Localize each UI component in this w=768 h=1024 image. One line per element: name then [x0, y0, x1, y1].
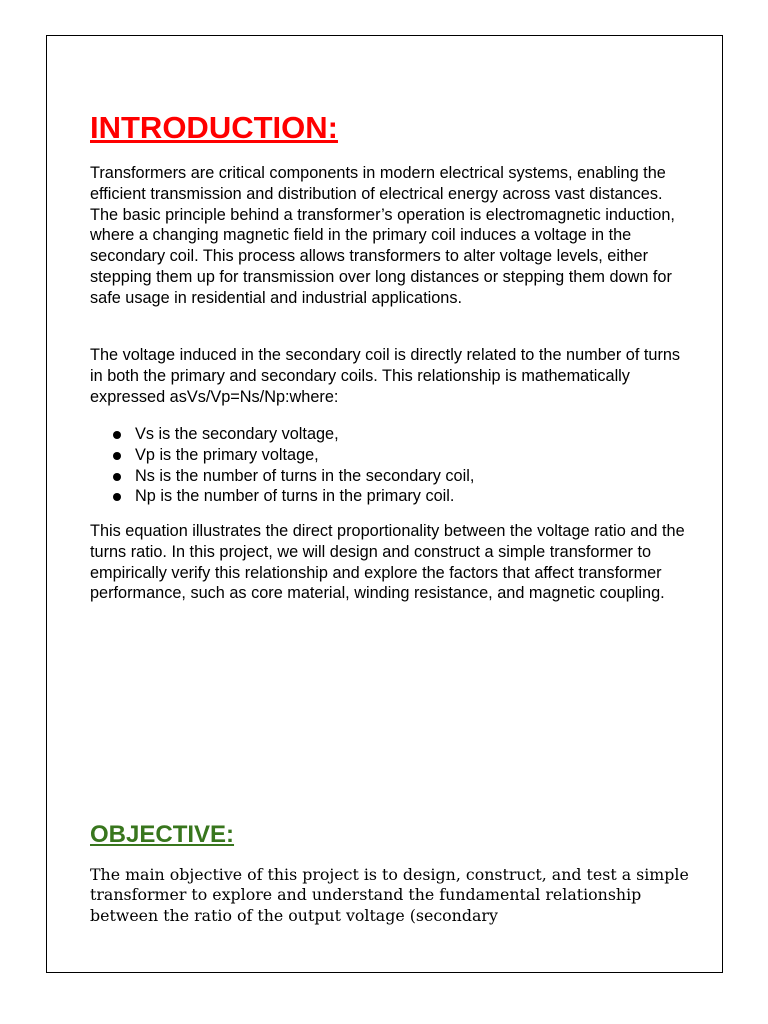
list-item [90, 486, 474, 507]
introduction-paragraph-1: Transformers are critical components in modern electrical systems, enabling the efficient transmission and distribution of electrical energy across vast distances. The basic principle behind a transformer’s operation is electromagnetic induction, where a changing magnetic field in the primary coil induces a voltage in the secondary coil. This process allows transformers to alter voltage levels, either stepping them up for transmission over long distances or stepping them down for safe usage in residential and industrial applications. [90, 164, 675, 307]
objective-paragraph: The main objective of this project is to design, construct, and test a simple transformer to explore and understand the fundamental relationship between the ratio of the output voltage (secondary [90, 865, 689, 925]
introduction-paragraph-2: The voltage induced in the secondary coil is directly related to the number of turns in both the primary and secondary coils. This relationship is mathematically expressed asVs/Vp=Ns/Np:where: [90, 346, 681, 406]
list-item-text: Vp is the primary voltage, [135, 445, 319, 464]
bullet-icon [113, 473, 121, 481]
list-item [90, 466, 474, 487]
objective-heading: OBJECTIVE: [90, 821, 235, 848]
list-item [90, 445, 474, 466]
bullet-icon [113, 452, 121, 460]
bullet-icon [113, 493, 121, 501]
list-item-text: Vs is the secondary voltage, [135, 425, 339, 443]
list-item-text: Ns is the number of turns in the secondary coil, [135, 466, 475, 485]
list-item-text: Np is the number of turns in the primary coil. [135, 487, 455, 506]
bullet-icon [113, 431, 121, 439]
list-item [90, 424, 474, 445]
introduction-paragraph-3: This equation illustrates the direct proportionality between the voltage ratio and the turns ratio. In this project, we will design and construct a simple transformer to empirically verify this relationship and explore the factors that affect transformer performance, such as core material, winding resistance, and magnetic coupling. [90, 522, 685, 603]
variable-definitions-list [90, 424, 474, 507]
introduction-heading: INTRODUCTION: [90, 110, 338, 145]
